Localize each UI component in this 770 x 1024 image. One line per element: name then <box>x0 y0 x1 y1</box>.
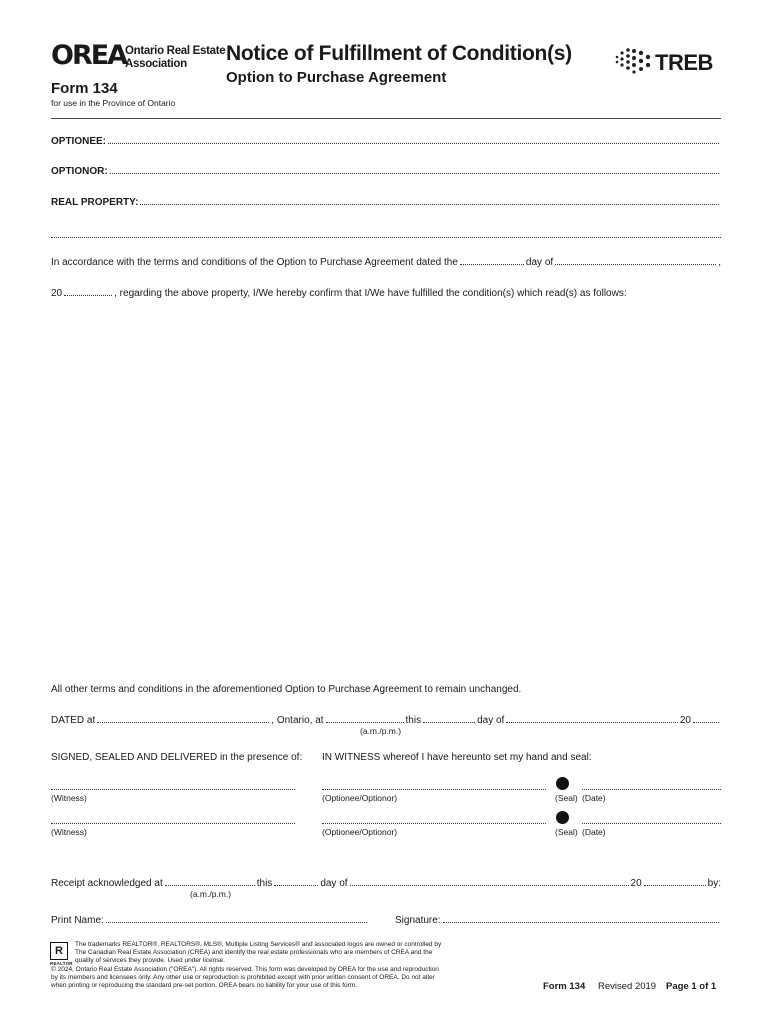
optionor-row <box>51 166 721 177</box>
dated-this-label: this <box>405 715 422 726</box>
print-name-label: Print Name: <box>51 915 104 926</box>
date-1-label: (Date) <box>582 793 606 803</box>
optionee-optionor-2-line[interactable] <box>322 823 546 824</box>
treb-wordmark: TREB <box>655 50 713 75</box>
seal-2-label: (Seal) <box>555 827 578 837</box>
witness-2-line[interactable] <box>51 823 295 824</box>
intro-line-1: In accordance with the terms and conditions of the Option to Purchase Agreement dated the day of , <box>51 257 721 268</box>
optionee-label: OPTIONEE: <box>51 136 107 147</box>
dated-day-field[interactable] <box>423 722 475 723</box>
trademark-line-1: The trademarks REALTOR®, REALTORS®, MLS®, Multiple Listing Services® and associated logos are owned or controlled by <box>75 941 442 948</box>
date-1-line[interactable] <box>582 789 721 790</box>
optionee-optionor-1-line[interactable] <box>322 789 546 790</box>
orea-name-line2: Association <box>125 58 187 70</box>
trademark-line-2: The Canadian Real Estate Association (CREA) and identify the real estate professionals who are members of CREA and the <box>75 949 433 957</box>
copyright-line-2: by its members and licensees only. Any other use or reproduction is prohibited except with prior written consent of OREA. Do not alter <box>51 974 435 982</box>
witness-1-label: (Witness) <box>51 793 87 803</box>
treb-logo <box>615 48 725 78</box>
receipt-year-field[interactable] <box>644 885 706 886</box>
dated-year-prefix: 20 <box>679 715 691 726</box>
receipt-time-field[interactable] <box>165 885 255 886</box>
dated-time-field[interactable] <box>326 722 404 723</box>
dated-month-field[interactable] <box>506 722 678 723</box>
footer-page-number: Page 1 of 1 <box>666 981 717 992</box>
property-field-2[interactable] <box>51 237 721 238</box>
realtor-logo <box>50 942 73 968</box>
dated-day-of-label: day of <box>477 715 505 726</box>
receipt-this-label: this <box>256 878 273 889</box>
ontario-at-label: , Ontario, at <box>271 715 324 726</box>
province-note: for use in the Province of Ontario <box>51 98 176 108</box>
footer-revised: Revised 2019 <box>598 981 657 992</box>
page-title: Notice of Fulfillment of Condition(s) <box>226 42 572 65</box>
remain-unchanged-text: All other terms and conditions in the aforementioned Option to Purchase Agreement to remain unchanged. <box>51 684 522 695</box>
property-row <box>51 197 721 208</box>
page-subtitle: Option to Purchase Agreement <box>226 69 447 86</box>
intro-year-prefix: 20 <box>51 288 63 299</box>
intro-line-2 <box>51 288 721 299</box>
agreement-month-field[interactable] <box>555 264 716 265</box>
date-2-line[interactable] <box>582 823 721 824</box>
orea-logo-wordmark: OREA <box>51 40 127 71</box>
property-field-1[interactable] <box>140 204 719 205</box>
signed-sealed-heading: SIGNED, SEALED AND DELIVERED in the presence of: <box>51 752 303 763</box>
witness-1-line[interactable] <box>51 789 295 790</box>
trademark-notice <box>75 941 441 966</box>
trademark-line-3: quality of services they provide. Used under license. <box>75 957 225 965</box>
copyright-line-3: when printing or reproducing the standard pre-set portion. OREA bears no liability for your use of this form. <box>51 982 358 990</box>
orea-logo <box>51 40 226 74</box>
receipt-month-field[interactable] <box>350 885 629 886</box>
optionee-field[interactable] <box>108 143 719 144</box>
realtor-word: REALTOR <box>50 961 73 966</box>
optionee-row <box>51 136 721 147</box>
seal-1-label: (Seal) <box>555 793 578 803</box>
receipt-day-field[interactable] <box>274 885 318 886</box>
dated-at-field[interactable] <box>97 722 269 723</box>
seal-2-icon <box>556 811 569 824</box>
receipt-year-prefix: 20 <box>630 878 642 889</box>
receipt-ampm: (a.m./p.m.) <box>190 889 232 899</box>
witness-2-label: (Witness) <box>51 827 87 837</box>
in-witness-heading: IN WITNESS whereof I have hereunto set my hand and seal: <box>322 752 592 763</box>
optionor-label: OPTIONOR: <box>51 166 108 177</box>
print-name-field[interactable] <box>106 922 367 923</box>
print-name-row <box>51 915 369 926</box>
receipt-day-of-label: day of <box>320 878 348 889</box>
receipt-by-label: by: <box>707 878 721 889</box>
signature-row <box>395 915 721 926</box>
conditions-text-area[interactable] <box>51 308 721 678</box>
receipt-row <box>51 878 721 889</box>
receipt-ack-label: Receipt acknowledged at <box>51 878 163 889</box>
dated-ampm: (a.m./p.m.) <box>360 726 402 736</box>
agreement-day-field[interactable] <box>460 264 524 265</box>
orea-name-line1: Ontario Real Estate <box>125 45 226 57</box>
optionee-optionor-1-label: (Optionee/Optionor) <box>322 793 398 803</box>
optionor-field[interactable] <box>110 173 719 174</box>
seal-1-icon <box>556 777 569 790</box>
intro-day-of: day of <box>525 257 554 268</box>
optionee-optionor-2-label: (Optionee/Optionor) <box>322 827 398 837</box>
form-number: Form 134 <box>51 80 118 97</box>
signature-field[interactable] <box>443 922 719 923</box>
treb-dots-icon <box>615 48 651 74</box>
intro-line2-text: , regarding the above property, I/We hereby confirm that I/We have fulfilled the condition(s) which read(s) as follows: <box>114 288 627 299</box>
footer-form-number: Form 134 <box>543 981 586 992</box>
copyright-notice <box>51 966 439 991</box>
copyright-line-1: © 2024, Ontario Real Estate Association ("OREA"). All rights reserved. This form was developed by OREA for the use and reproduction <box>51 966 439 973</box>
property-label: REAL PROPERTY: <box>51 197 139 208</box>
dated-row <box>51 715 721 726</box>
header-divider <box>51 118 721 119</box>
date-2-label: (Date) <box>582 827 606 837</box>
intro-line1-text: In accordance with the terms and conditions of the Option to Purchase Agreement dated the <box>51 257 458 268</box>
realtor-mark-icon: R <box>50 942 68 960</box>
signature-label: Signature: <box>395 915 441 926</box>
agreement-year-field[interactable] <box>64 295 112 296</box>
dated-at-label: DATED at <box>51 715 96 726</box>
dated-year-field[interactable] <box>693 722 719 723</box>
